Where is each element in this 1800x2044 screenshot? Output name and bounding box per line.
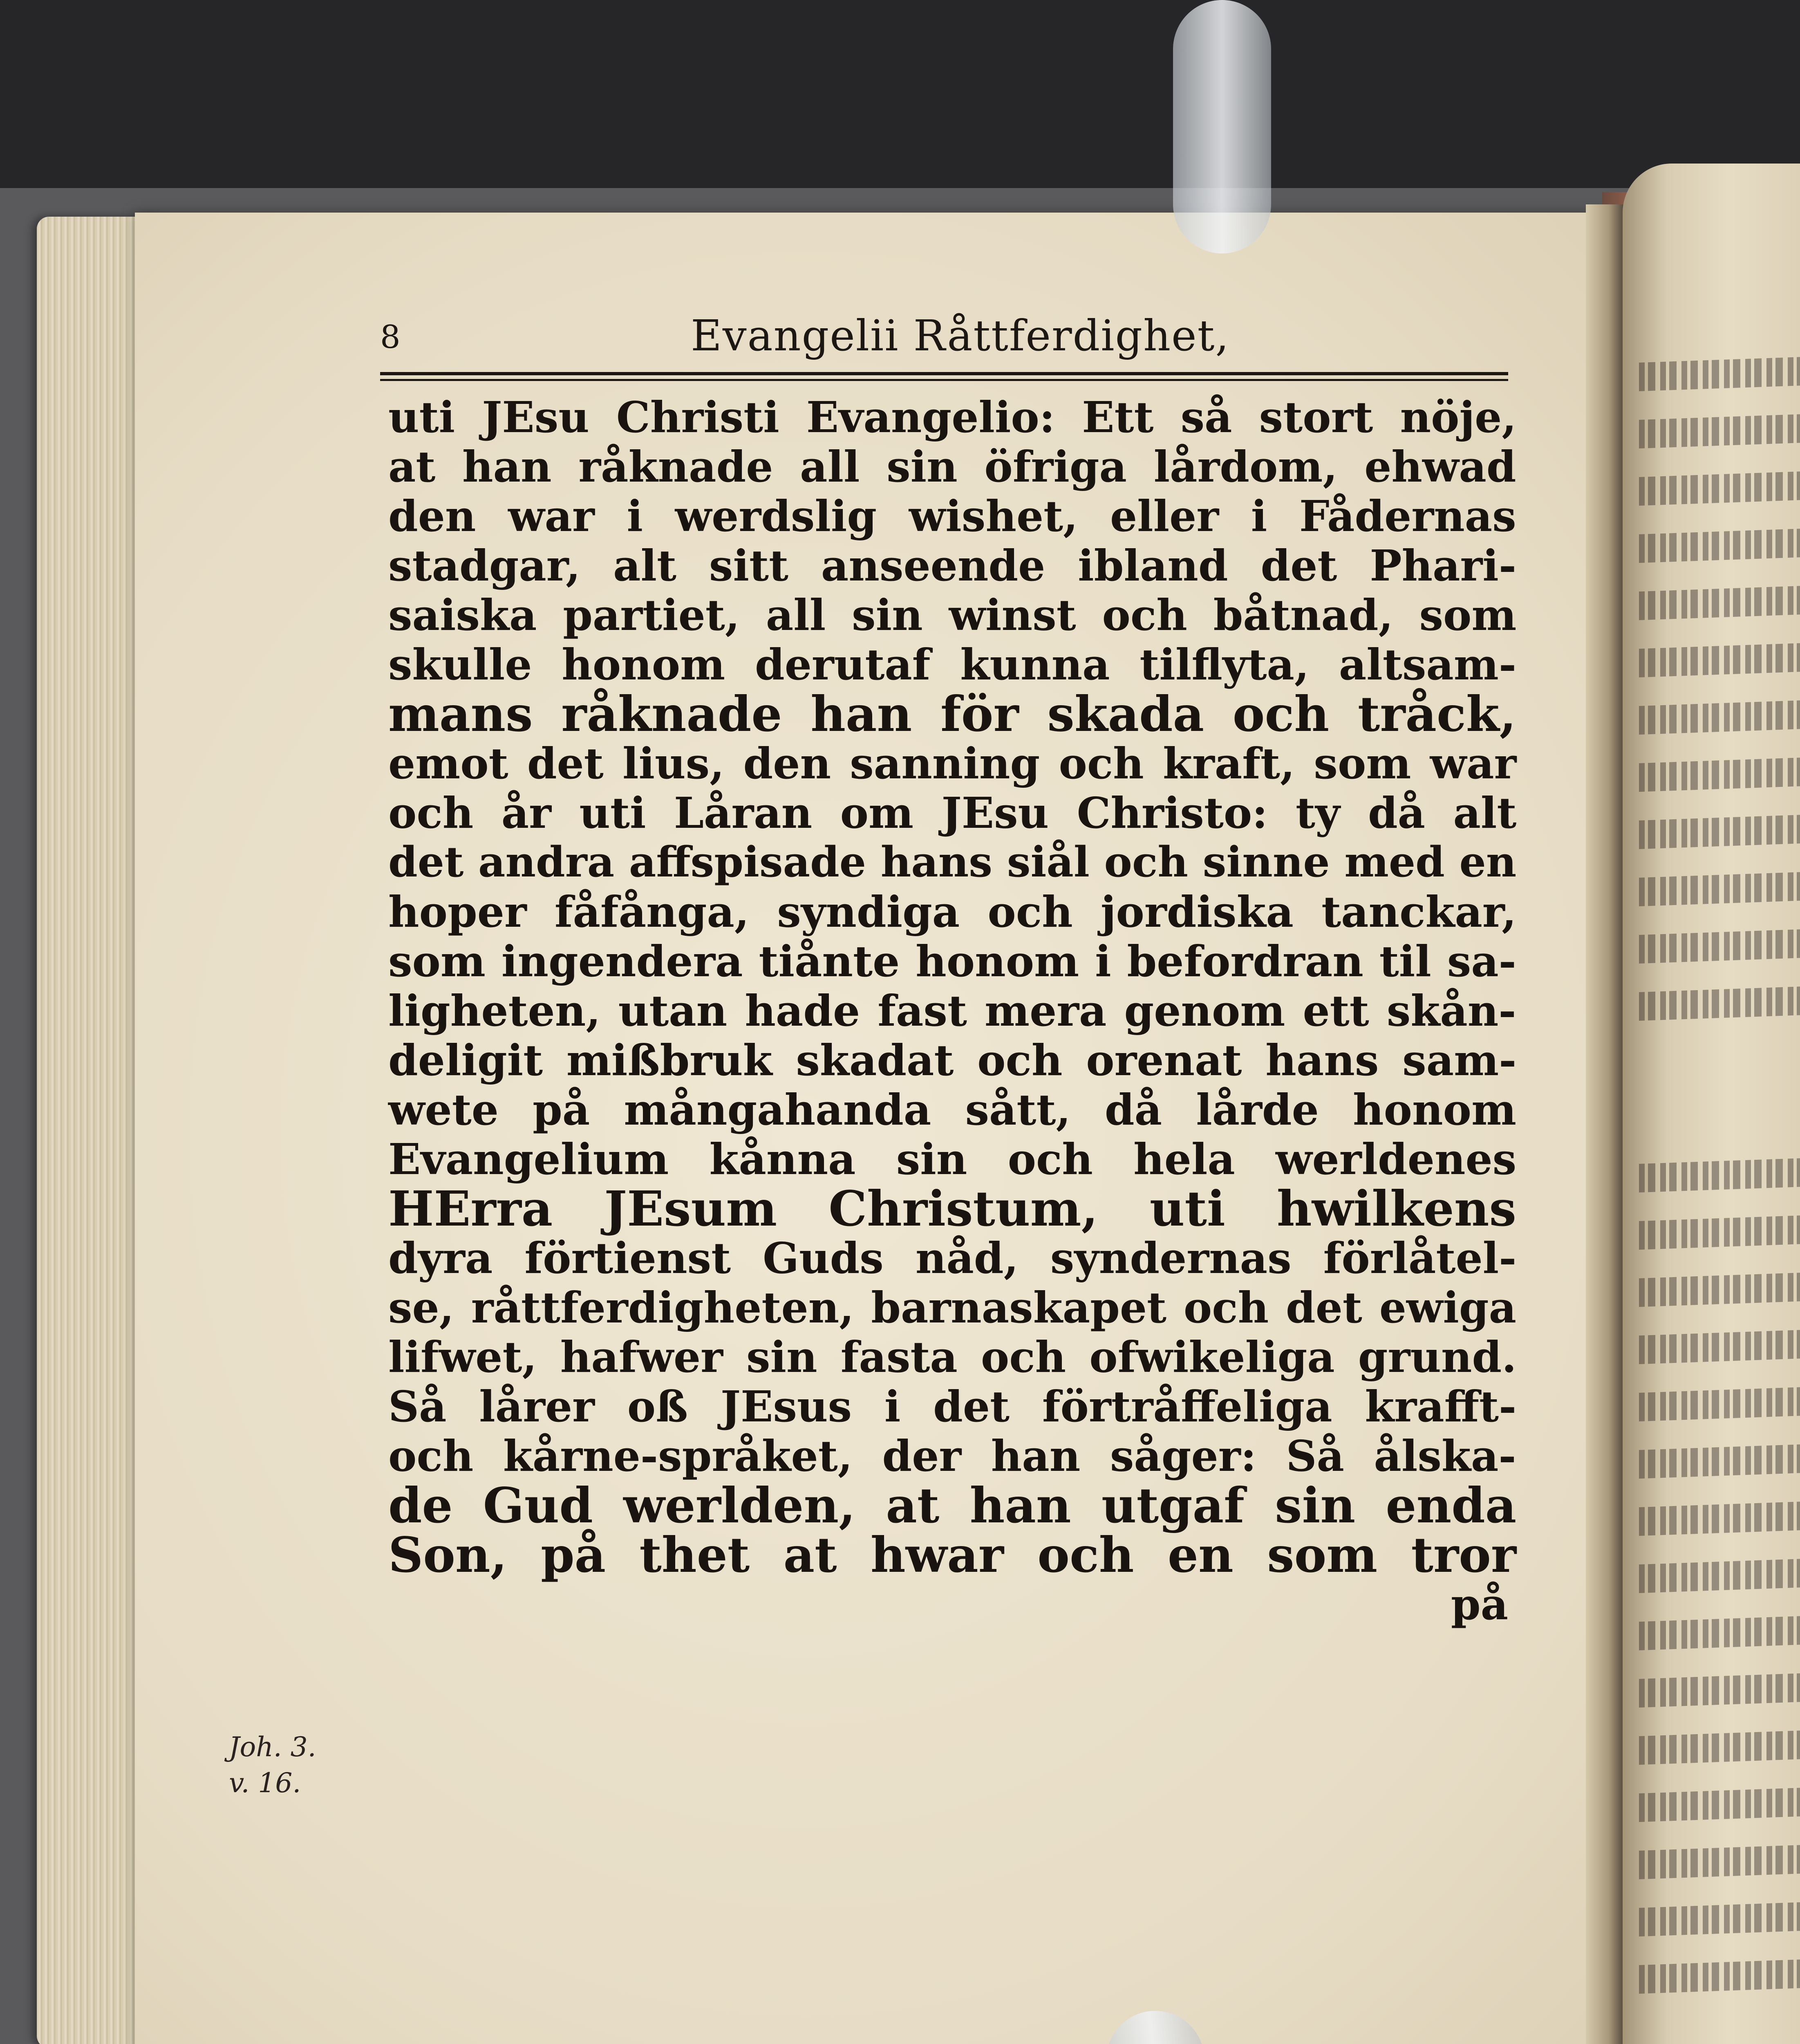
- text-line: skulle honom derutaf kunna tilflyta, altsam-: [388, 639, 1516, 690]
- facing-text-line: [1639, 758, 1800, 792]
- facing-text-line: [1639, 1616, 1800, 1650]
- text-line: dyra förtienst Guds nåd, syndernas förlåtel-: [388, 1233, 1517, 1283]
- text-line: Son, på thet at hwar och en som tror: [388, 1526, 1517, 1583]
- facing-text-line: [1639, 1387, 1800, 1421]
- text-line: de Gud werlden, at han utgaf sin enda: [388, 1477, 1517, 1534]
- facing-text-line: [1639, 872, 1800, 906]
- facing-text-line: [1639, 1730, 1800, 1765]
- margin-reference-verse: v. 16.: [229, 1767, 301, 1799]
- facing-text-line: [1639, 815, 1800, 849]
- facing-text-line: [1639, 1788, 1800, 1822]
- margin-reference-book: Joh. 3.: [229, 1731, 316, 1763]
- text-line: den war i werdslig wishet, eller i Fådernas: [388, 491, 1516, 541]
- text-line: se, råttferdigheten, barnaskapet och det ewiga: [388, 1282, 1517, 1333]
- background-top: [0, 0, 1800, 188]
- text-line: wete på mångahanda sått, då lårde honom: [388, 1085, 1517, 1135]
- facing-text-line: [1639, 929, 1800, 964]
- facing-text-line: [1639, 700, 1800, 735]
- facing-page: [1623, 164, 1800, 2044]
- text-line: och kårne-språket, der han såger: Så ålska-: [388, 1431, 1516, 1481]
- text-line: saiska partiet, all sin winst och båtnad, som: [388, 590, 1517, 640]
- facing-text-line: [1639, 1673, 1800, 1708]
- facing-text-line: [1639, 1444, 1800, 1479]
- facing-text-line: [1639, 1959, 1800, 1994]
- text-line: HErra JEsum Christum, uti hwilkens: [388, 1180, 1516, 1237]
- body-text: [388, 392, 1525, 1629]
- facing-text-line: [1639, 1502, 1800, 1536]
- text-line: stadgar, alt sitt anseende ibland det Phari-: [388, 540, 1516, 591]
- header-rule: [380, 372, 1508, 381]
- facing-text-line: [1639, 1273, 1800, 1307]
- text-line: som ingendera tiånte honom i befordran til sa-: [388, 936, 1516, 986]
- margin-reference: [229, 1729, 360, 1801]
- text-line: uti JEsu Christi Evangelio: Ett så stort nöje,: [388, 392, 1517, 442]
- facing-text-line: [1639, 357, 1800, 391]
- facing-text-line: [1639, 1845, 1800, 1879]
- facing-text-line: [1639, 1559, 1800, 1593]
- facing-text-line: [1639, 1215, 1800, 1250]
- text-line: det andra affspisade hans siål och sinne med en: [388, 838, 1517, 887]
- text-line: at han råknade all sin öfriga lårdom, ehwad: [388, 442, 1516, 492]
- facing-text-line: [1639, 1902, 1800, 1936]
- page-clip-top: [1173, 0, 1271, 253]
- facing-text-line: [1639, 529, 1800, 563]
- text-line: lifwet, hafwer sin fasta och ofwikeliga grund.: [388, 1332, 1517, 1382]
- page-header: [380, 311, 1516, 360]
- facing-text-line: [1639, 1330, 1800, 1364]
- text-line: emot det lius, den sanning och kraft, som war: [388, 738, 1517, 789]
- text-line: Så lårer oß JEsus i det förtråffeliga krafft-: [388, 1381, 1517, 1432]
- facing-text-line: [1639, 643, 1800, 677]
- facing-text-line: [1639, 414, 1800, 448]
- text-line: mans råknade han för skada och tråck,: [388, 686, 1516, 742]
- text-line: ligheten, utan hade fast mera genom ett skån-: [388, 986, 1516, 1036]
- text-line: hoper fåfånga, syndiga och jordiska tanckar,: [388, 887, 1517, 937]
- running-head: Evangelii Råttferdighet,: [691, 311, 1230, 361]
- text-line: Evangelium kånna sin och hela werldenes: [388, 1134, 1517, 1184]
- text-line: och år uti Låran om JEsu Christo: ty då alt: [388, 788, 1517, 838]
- facing-text-line: [1639, 986, 1800, 1021]
- facing-text-line: [1639, 1158, 1800, 1192]
- text-line: deligit mißbruk skadat och orenat hans sam-: [388, 1035, 1517, 1085]
- page-number: 8: [380, 319, 401, 356]
- facing-text-line: [1639, 586, 1800, 620]
- facing-text-line: [1639, 471, 1800, 506]
- catchword: på: [1451, 1579, 1508, 1629]
